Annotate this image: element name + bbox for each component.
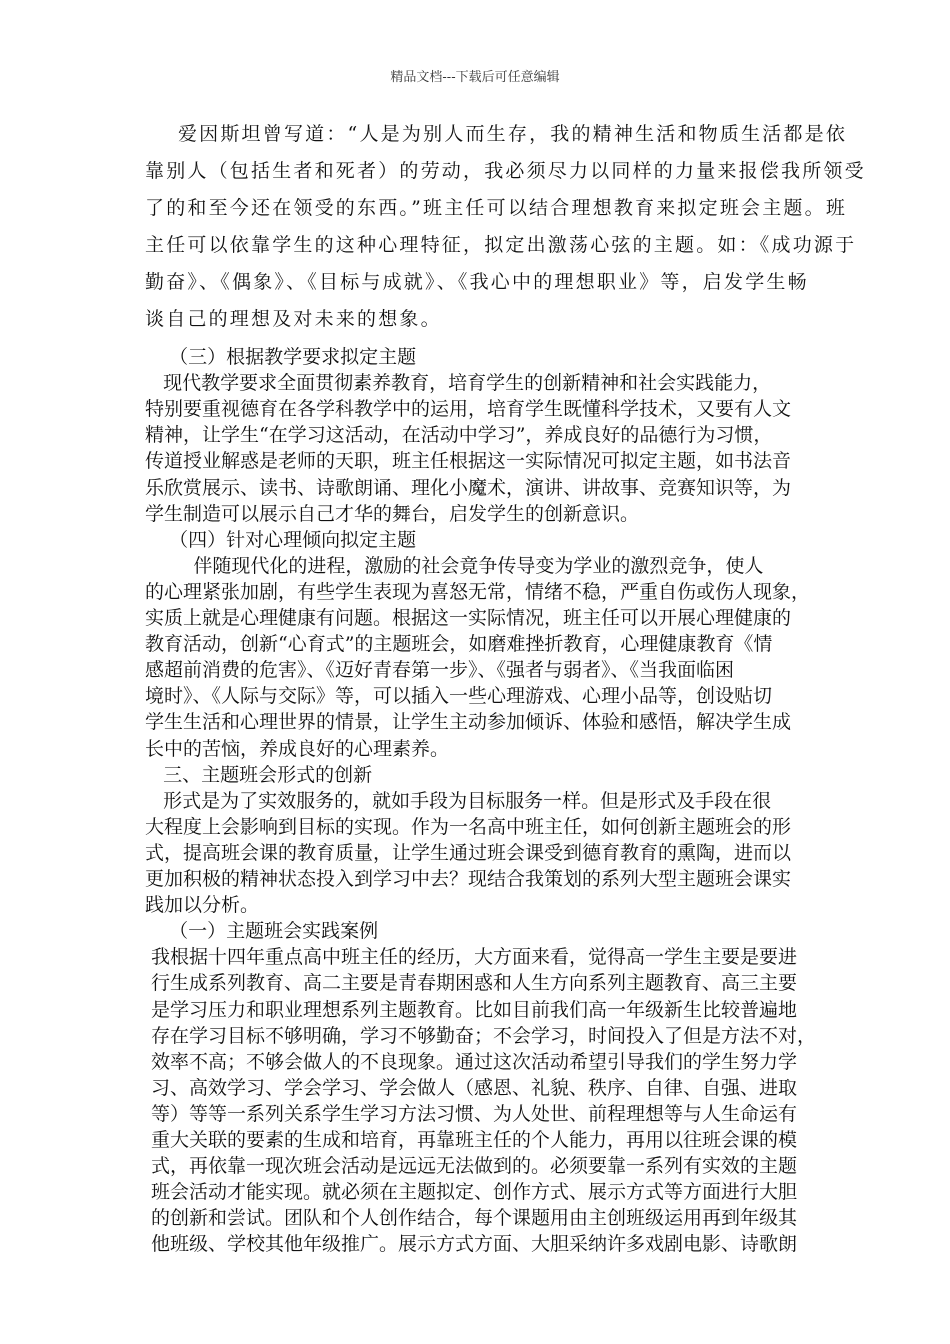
text-line: 了的和至今还在领受的东西。”班主任可以结合理想教育来拟定班会主题。班 <box>145 197 848 219</box>
text-line: 班会活动才能实现。就必须在主题拟定、创作方式、展示方式等方面进行大胆 <box>145 1181 798 1204</box>
text-line: 现代教学要求全面贯彻素养教育，培育学生的创新精神和社会实践能力， <box>145 372 772 395</box>
text-line: 效率不高；不够会做人的不良现象。通过这次活动希望引导我们的学生努力学 <box>145 1050 798 1073</box>
text-line: 式，提高班会课的教育质量，让学生通过班会课受到德育教育的熏陶，进而以 <box>145 841 792 864</box>
text-line: 重大关联的要素的生成和培育，再靠班主任的个人能力，再用以往班会课的模 <box>145 1129 798 1151</box>
text-line: 形式是为了实效服务的，就如手段为目标服务一样。但是形式及手段在很 <box>145 789 772 812</box>
text-line: 的创新和尝试。团队和个人创作结合，每个课题用由主创班级运用再到年级其 <box>145 1207 798 1230</box>
text-line: 传道授业解惑是老师的天职，班主任根据这一实际情况可拟定主题，如书法音 <box>145 450 792 473</box>
text-line: 的心理紧张加剧，有些学生表现为喜怒无常，情绪不稳，严重自伤或伤人现象， <box>145 580 811 603</box>
text-line: 存在学习目标不够明确，学习不够勤奋；不会学习，时间投入了但是方法不对， <box>145 1024 817 1047</box>
text-line: 是学习压力和职业理想系列主题教育。比如目前我们高一年级新生比较普遍地 <box>145 998 798 1021</box>
text-line: 大程度上会影响到目标的实现。作为一名高中班主任，如何创新主题班会的形 <box>145 815 792 838</box>
text-line: 精神，让学生“在学习这活动，在活动中学习”，养成良好的品德行为习惯， <box>145 424 773 447</box>
text-line: （四）针对心理倾向拟定主题 <box>145 528 417 551</box>
text-line: 践加以分析。 <box>145 894 260 917</box>
text-line: 长中的苦恼，养成良好的心理素养。 <box>145 737 450 760</box>
text-line: 等）等等一系列关系学生学习方法习惯、为人处世、前程理想等与人生命运有 <box>145 1102 798 1125</box>
text-line: 靠别人（包括生者和死者）的劳动，我必须尽力以同样的力量来报偿我所领受 <box>145 160 866 182</box>
text-line: 特别要重视德育在各学科教学中的运用，培育学生既懂科学技术，又要有人文 <box>145 398 792 421</box>
text-line: 勤奋》、《偶象》、《目标与成就》、《我心中的理想职业》等，启发学生畅 <box>145 271 809 293</box>
text-line: 更加积极的精神状态投入到学习中去？现结合我策划的系列大型主题班会课实 <box>145 868 792 890</box>
text-line: 伴随现代化的进程，激励的社会竟争传导变为学业的激烈竞争，使人 <box>145 554 764 577</box>
text-line: 他班级、学校其他年级推广。展示方式方面、大胆采纳许多戏剧电影、诗歌朗 <box>145 1233 798 1256</box>
text-line: 式，再依靠一现次班会活动是远远无法做到的。必须要靠一系列有实效的主题 <box>145 1155 798 1178</box>
text-line: 我根据十四年重点高中班主任的经历，大方面来看，觉得高一学生主要是要进 <box>145 946 798 969</box>
text-line: （三）根据教学要求拟定主题 <box>145 346 417 368</box>
text-line: 谈自己的理想及对未来的想象。 <box>145 308 442 330</box>
text-line: 学生制造可以展示自己才华的舞台，启发学生的创新意识。 <box>145 502 640 525</box>
text-line: 境时》、《人际与交际》等，可以插入一些心理游戏、心理小品等，创设贴切 <box>145 685 773 708</box>
text-line: 乐欣赏展示、读书、诗歌朗诵、理化小魔术，演讲、讲故事、竞赛知识等，为 <box>145 476 792 499</box>
text-line: 教育活动，创新“心育式”的主题班会，如磨难挫折教育，心理健康教育《情 <box>145 633 773 656</box>
text-line: 三、主题班会形式的创新 <box>145 763 373 786</box>
text-line: 感超前消费的危害》、《迈好青春第一步》、《强者与弱者》、《当我面临困 <box>145 659 735 682</box>
text-line: 学生生活和心理世界的情景，让学生主动参加倾诉、体验和感悟，解决学生成 <box>145 711 792 734</box>
text-line: 实质上就是心理健康有问题。根据这一实际情况，班主任可以开展心理健康的 <box>145 607 792 629</box>
text-line: 爱因斯坦曾写道：“人是为别人而生存，我的精神生活和物质生活都是依 <box>145 123 848 145</box>
page-header: 精品文档---下载后可任意编辑 <box>390 70 560 85</box>
text-line: 行生成系列教育、高二主要是青春期困惑和人生方向系列主题教育、高三主要 <box>145 972 798 995</box>
text-line: 习、高效学习、学会学习、学会做人（感恩、礼貌、秩序、自律、自强、进取 <box>145 1076 798 1099</box>
text-line: 主任可以依靠学生的这种心理特征，拟定出激荡心弦的主题。如：《成功源于 <box>145 234 857 256</box>
text-line: （一）主题班会实践案例 <box>145 920 379 943</box>
